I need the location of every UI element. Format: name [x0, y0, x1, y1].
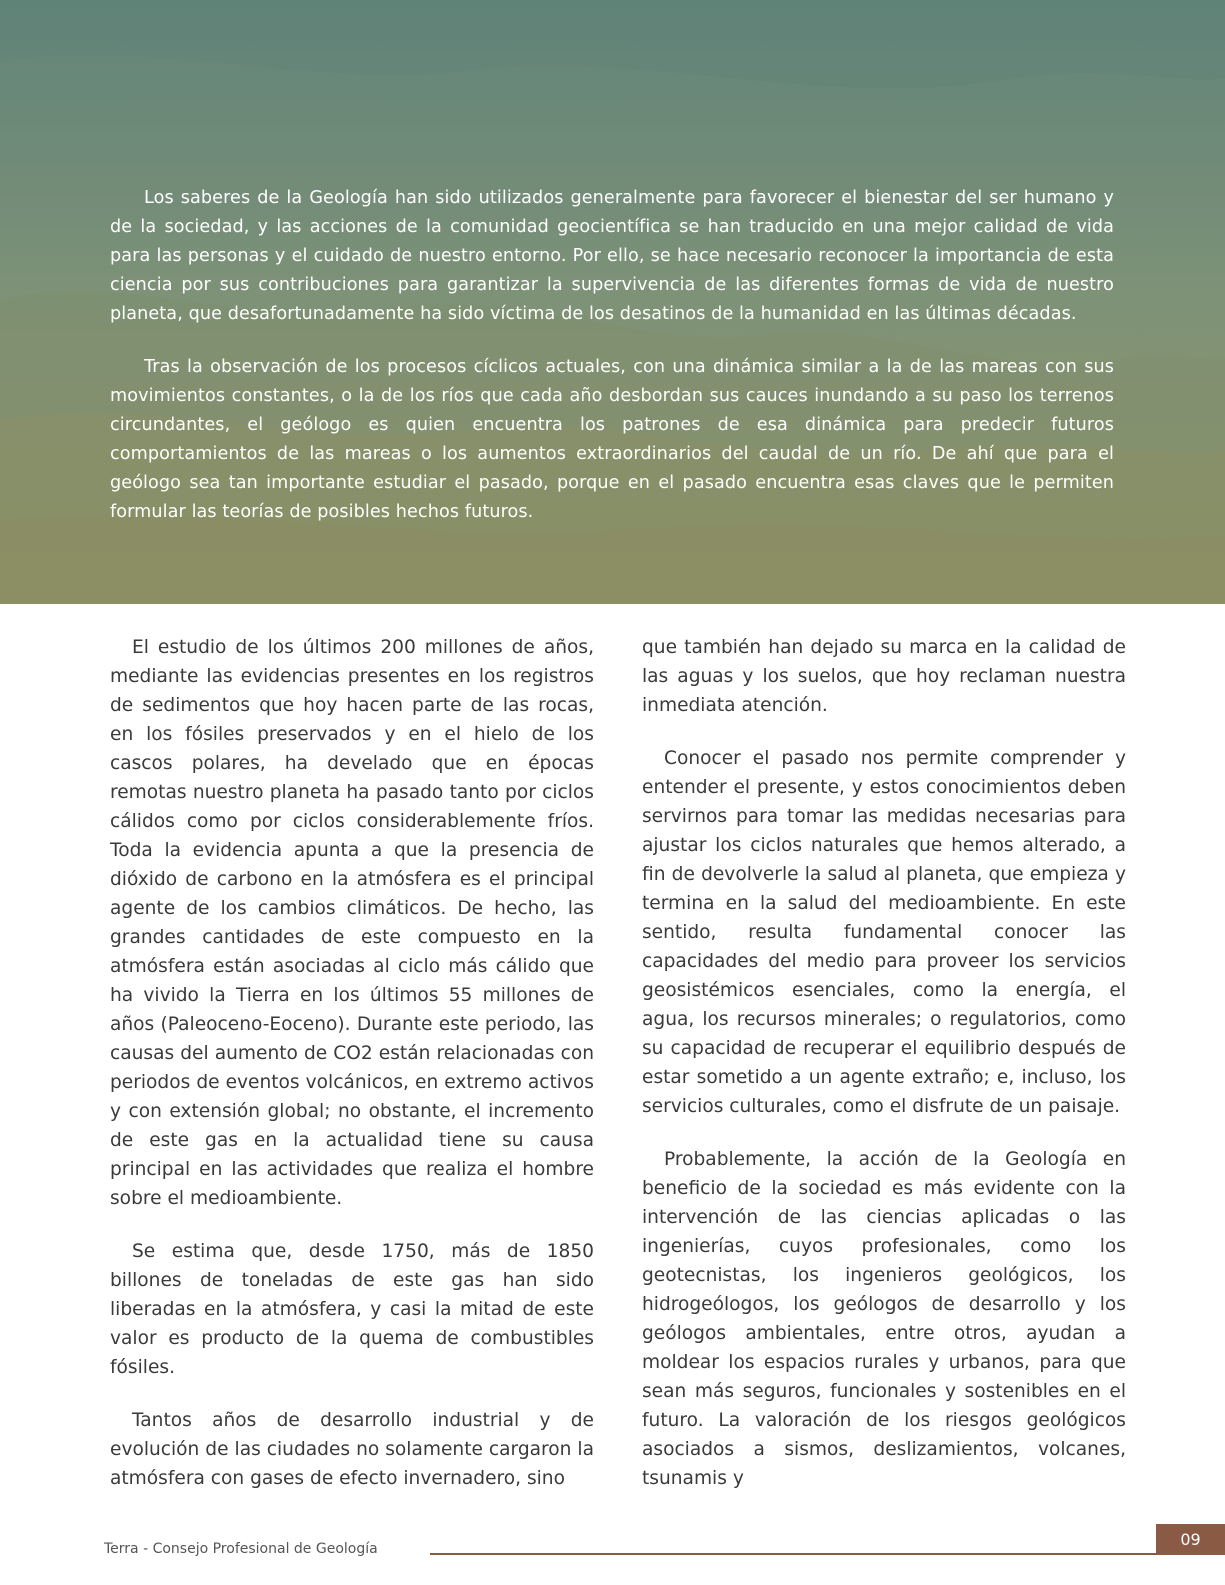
hero-paragraph: Los saberes de la Geología han sido utilizados generalmente para favorecer el bienestar del ser humano y de la sociedad, y las acciones de la comunidad geocientífica se han traducido en una mejor calidad de vida para las personas y el cuidado de nuestro entorno. Por ello, se hace necesario reconocer la importancia de esta ciencia por sus contribuciones para garantizar la supervivencia de las diferentes formas de vida de nuestro planeta, que desafortunadamente ha sido víctima de los desatinos de la humanidad en las últimas décadas.	[110, 188, 1114, 324]
page-number-badge	[1156, 1524, 1225, 1555]
body-paragraph: El estudio de los últimos 200 millones de años, mediante las evidencias presentes en los registros de sedimentos que hoy hacen parte de las rocas, en los fósiles preservados y en el hielo de los cascos polares, ha develado que en épocas remotas nuestro planeta ha pasado tanto por ciclos cálidos como por ciclos considerablemente fríos. Toda la evidencia apunta a que la presencia de dióxido de carbono en la atmósfera es el principal agente de los cambios climáticos. De hecho, las grandes cantidades de este compuesto en la atmósfera están asociadas al ciclo más cálido que ha vivido la Tierra en los últimos 55 millones de años (Paleoceno-Eoceno). Durante este periodo, las causas del aumento de CO2 están relacionadas con periodos de eventos volcánicos, en extremo activos y con extensión global; no obstante, el incremento de este gas en la actualidad tiene su causa principal en las actividades que realiza el hombre sobre el medioambiente.	[110, 637, 594, 1209]
hero-text	[110, 184, 1114, 551]
body-paragraph: Probablemente, la acción de la Geología en beneficio de la sociedad es más evidente con la intervención de las ciencias aplicadas o las ingenierías, cuyos profesionales, como los geotecnistas, los ingenieros geológicos, los hidrogeólogos, los geólogos de desarrollo y los geólogos ambientales, entre otros, ayudan a moldear los espacios rurales y urbanos, para que sean más seguros, funcionales y sostenibles en el futuro. La valoración de los riesgos geológicos asociados a sismos, deslizamientos, volcanes, tsunamis y	[642, 1149, 1126, 1489]
right-column	[642, 633, 1126, 1517]
hero-paragraph: Tras la observación de los procesos cíclicos actuales, con una dinámica similar a la de las mareas con sus movimientos constantes, o la de los ríos que cada año desbordan sus cauces inundando a su paso los terrenos circundantes, el geólogo es quien encuentra los patrones de esa dinámica para predecir futuros comportamientos de las mareas o los aumentos extraordinarios del caudal de un río. De ahí que para el geólogo sea tan importante estudiar el pasado, porque en el pasado encuentra esas claves que le permiten formular las teorías de posibles hechos futuros.	[110, 357, 1114, 522]
footer-rule	[430, 1553, 1157, 1555]
page-number: 09	[1180, 1530, 1201, 1549]
footer-publication: Terra - Consejo Profesional de Geología	[104, 1541, 378, 1557]
body-paragraph: Conocer el pasado nos permite comprender y entender el presente, y estos conocimientos deben servirnos para tomar las medidas necesarias para ajustar los ciclos naturales que hemos alterado, a fin de devolverle la salud al planeta, que empieza y termina en la salud del medioambiente. En este sentido, resulta fundamental conocer las capacidades del medio para proveer los servicios geosistémicos esenciales, como la energía, el agua, los recursos minerales; o regulatorios, como su capacidad de recuperar el equilibrio después de estar sometido a un agente extraño; e, incluso, los servicios culturales, como el disfrute de un paisaje.	[642, 748, 1126, 1117]
body-paragraph: Tantos años de desarrollo industrial y de evolución de las ciudades no solamente cargaron la atmósfera con gases de efecto invernadero, sino	[110, 1410, 594, 1489]
hero-banner	[0, 0, 1225, 604]
body-paragraph: Se estima que, desde 1750, más de 1850 billones de toneladas de este gas han sido liberadas en la atmósfera, y casi la mitad de este valor es producto de la quema de combustibles fósiles.	[110, 1241, 594, 1378]
left-column	[110, 633, 594, 1517]
body-paragraph-continuation: que también han dejado su marca en la calidad de las aguas y los suelos, que hoy reclaman nuestra inmediata atención.	[642, 637, 1126, 716]
